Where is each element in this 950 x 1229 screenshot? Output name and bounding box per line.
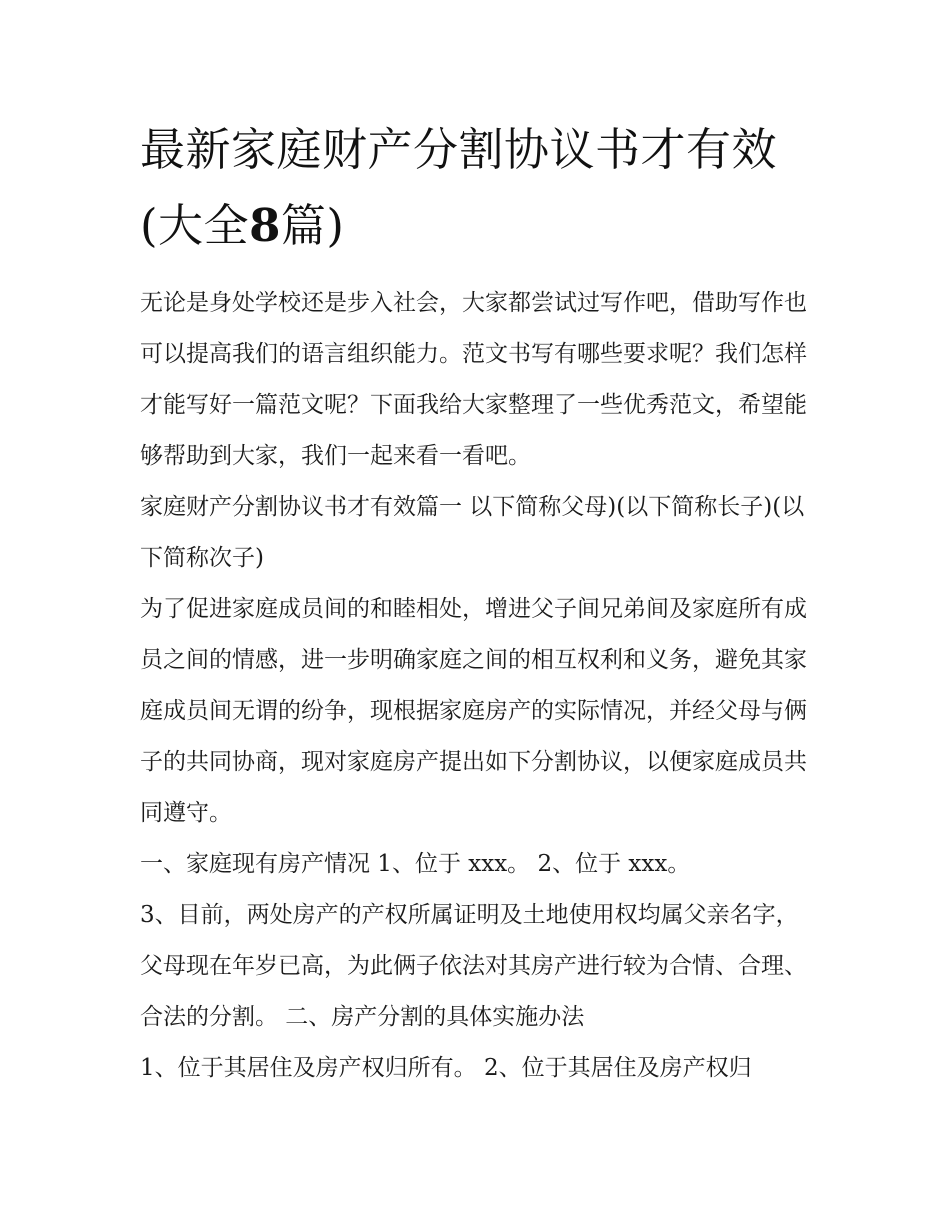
title-text-part1: 最新家庭财产分割协议书才有效(大全 <box>140 123 778 252</box>
paragraph-ownership: 3、目前，两处房产的产权所属证明及土地使用权均属父亲名字，父母现在年岁已高，为此俩子依法对其房产进行较为合情、合理、合法的分割。 二、房产分割的具体实施办法 <box>140 902 807 1030</box>
title-text-bold: 8 <box>249 199 281 252</box>
paragraph-purpose: 为了促进家庭成员间的和睦相处，增进父子间兄弟间及家庭所有成员之间的情感，进一步明确家庭之间的相互权利和义务，避免其家庭成员间无谓的纷争，现根据家庭房产的实际情况，并经父母与俩子的共同协商，现对家庭房产提出如下分割协议，以便家庭成员共同遵守。 <box>140 596 807 826</box>
document-body <box>140 278 820 1094</box>
paragraph-property-list: 一、家庭现有房产情况 1、位于 xxx。 2、位于 xxx。 <box>140 851 691 877</box>
paragraph-intro: 无论是身处学校还是步入社会，大家都尝试过写作吧，借助写作也可以提高我们的语言组织能力。范文书写有哪些要求呢？我们怎样才能写好一篇范文呢？下面我给大家整理了一些优秀范文，希望能够帮助到大家，我们一起来看一看吧。 <box>140 290 807 469</box>
paragraph-division: 1、位于其居住及房产权归所有。 2、位于其居住及房产权归 <box>140 1055 752 1081</box>
title-text-part2: 篇) <box>280 199 345 252</box>
document-title <box>140 112 820 264</box>
paragraph-section-heading: 家庭财产分割协议书才有效篇一 以下简称父母)(以下简称长子)(以下简称次子) <box>140 494 805 571</box>
